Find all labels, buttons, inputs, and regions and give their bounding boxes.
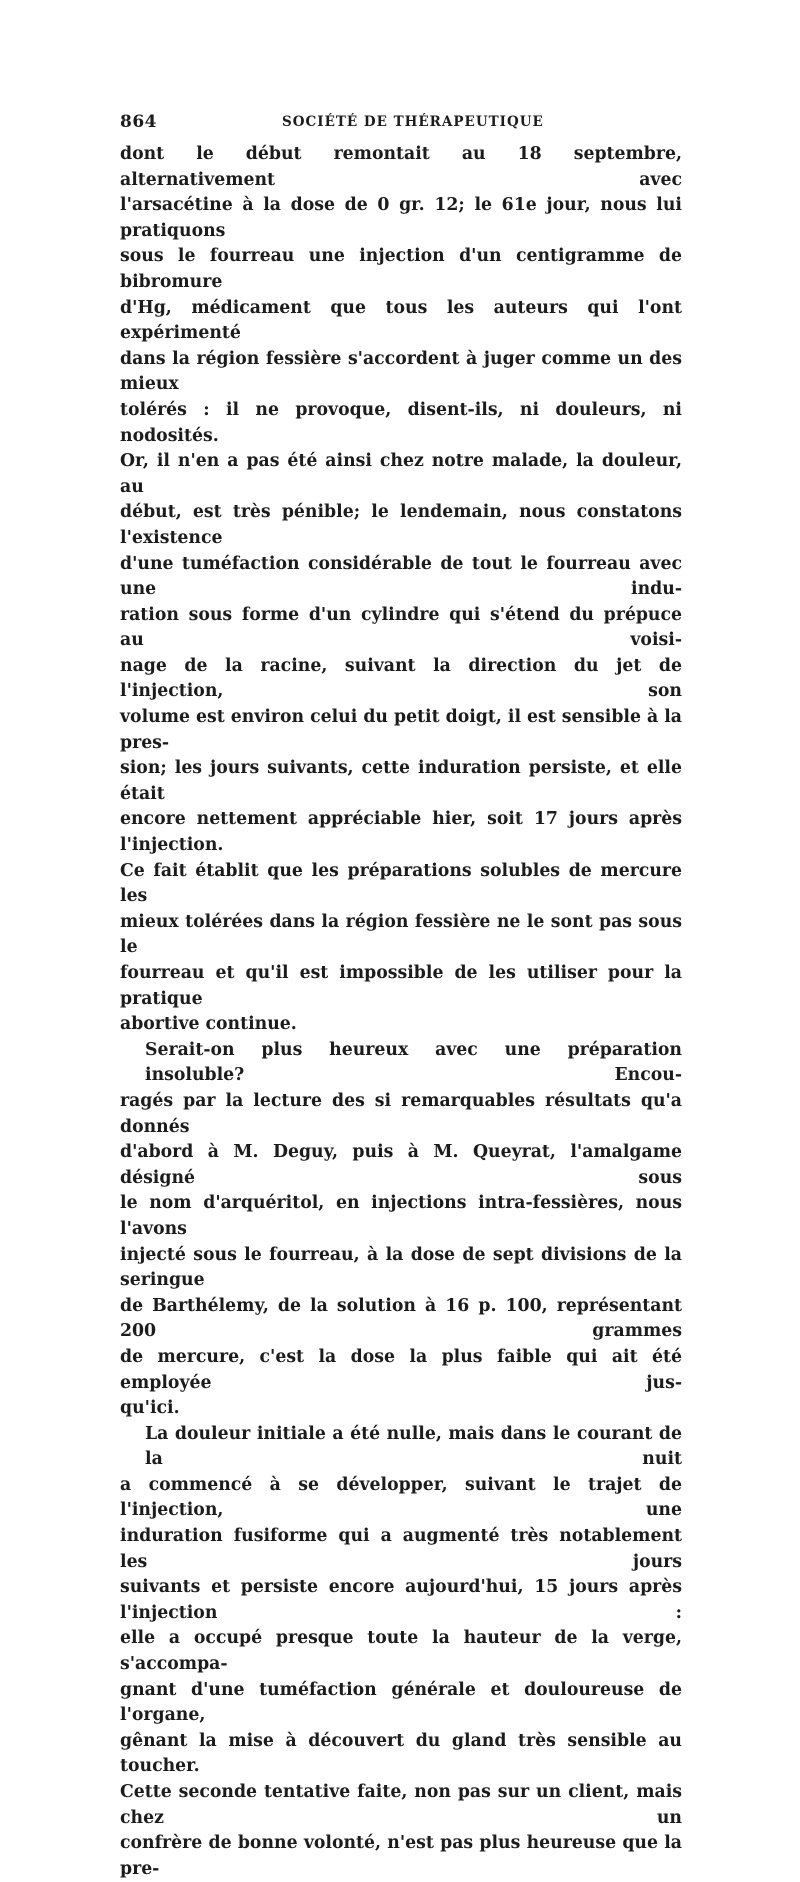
text-line: confrère de bonne volonté, n'est pas plus heureuse que la pre- <box>120 1833 682 1879</box>
page-header <box>120 112 682 142</box>
text-line: de Barthélemy, de la solution à 16 p. 100, représentant 200 grammes <box>120 1295 682 1342</box>
text-line: ration sous forme d'un cylindre qui s'étend du prépuce au voisi- <box>120 604 682 651</box>
text-line: ragés par la lecture des si remarquables résultats qu'a donnés <box>120 1090 682 1137</box>
text-line: dans la région fessière s'accordent à juger comme un des mieux <box>120 348 682 395</box>
text-line: l'arsacétine à la dose de 0 gr. 12; le 61e jour, nous lui pratiquons <box>120 195 682 241</box>
text-line: d'une tuméfaction considérable de tout le fourreau avec une indu- <box>120 553 682 600</box>
text-line: Ce fait établit que les préparations solubles de mercure les <box>120 860 682 907</box>
text-line: gnant d'une tuméfaction générale et douloureuse de l'organe, <box>120 1679 682 1726</box>
text-line: Serait-on plus heureux avec une préparation insoluble? Encou- <box>145 1039 682 1086</box>
text-line: sion; les jours suivants, cette induration persiste, et elle était <box>120 758 682 804</box>
text-line: début, est très pénible; le lendemain, nous constatons l'existence <box>120 502 682 548</box>
text-line: gênant la mise à découvert du gland très sensible au toucher. <box>120 1730 682 1777</box>
text-line: injecté sous le fourreau, à la dose de sept divisions de la seringue <box>120 1244 682 1291</box>
text-line: dont le début remontait au 18 septembre, alternativement avec <box>120 144 682 190</box>
text-line: nage de la racine, suivant la direction du jet de l'injection, son <box>120 655 682 702</box>
text-line: Or, il n'en a pas été ainsi chez notre malade, la douleur, au <box>120 451 682 497</box>
text-line: La douleur initiale a été nulle, mais dans le courant de la nuit <box>145 1423 682 1470</box>
text-line: suivants et persiste encore aujourd'hui, 15 jours après l'injection : <box>120 1577 682 1623</box>
text-line: Cette seconde tentative faite, non pas sur un client, mais chez un <box>120 1782 682 1828</box>
book-page <box>120 112 682 1882</box>
text-line: fourreau et qu'il est impossible de les utiliser pour la pratique <box>120 963 682 1009</box>
text-line: mieux tolérées dans la région fessière ne le sont pas sous le <box>120 911 682 958</box>
text-line: volume est environ celui du petit doigt, il est sensible à la pres- <box>120 707 682 753</box>
text-line: abortive continue. <box>120 1014 297 1035</box>
body-text <box>120 142 682 1882</box>
text-line: elle a occupé presque toute la hauteur de la verge, s'accompa- <box>120 1628 682 1675</box>
text-line: induration fusiforme qui a augmenté très notablement les jours <box>120 1526 682 1572</box>
text-line: d'Hg, médicament que tous les auteurs qui l'ont expérimenté <box>120 297 682 344</box>
text-line: de mercure, c'est la dose la plus faible qui ait été employée jus- <box>120 1346 682 1393</box>
text-line: a commencé à se développer, suivant le trajet de l'injection, une <box>120 1474 682 1521</box>
page-number: 864 <box>120 112 157 132</box>
text-line: encore nettement appréciable hier, soit 17 jours après l'injection. <box>120 809 682 856</box>
running-title: SOCIÉTÉ DE THÉRAPEUTIQUE <box>282 114 544 130</box>
text-line: qu'ici. <box>120 1398 180 1419</box>
text-line: tolérés : il ne provoque, disent-ils, ni douleurs, ni nodosités. <box>120 399 682 446</box>
text-line: le nom d'arquéritol, en injections intra-fessières, nous l'avons <box>120 1193 682 1239</box>
text-line: sous le fourreau une injection d'un centigramme de bibromure <box>120 246 682 292</box>
text-line: d'abord à M. Deguy, puis à M. Queyrat, l'amalgame désigné sous <box>120 1142 682 1188</box>
